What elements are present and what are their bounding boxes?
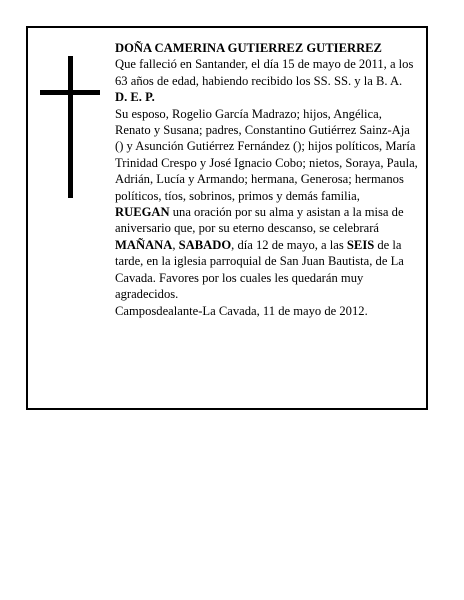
place-date: Camposdealante-La Cavada, 11 de mayo de 2012. bbox=[115, 303, 368, 318]
ruegan-word: RUEGAN bbox=[115, 205, 170, 220]
deceased-name: DOÑA CAMERINA GUTIERREZ GUTIERREZ bbox=[115, 41, 382, 55]
request-comma: , bbox=[172, 237, 179, 252]
obituary-text bbox=[115, 40, 419, 319]
request-text-2: , día 12 de mayo, a las bbox=[231, 237, 347, 252]
cross-vertical-bar bbox=[68, 56, 73, 198]
cross-horizontal-bar bbox=[40, 90, 100, 95]
manana-word: MAÑANA bbox=[115, 237, 173, 252]
cross-icon bbox=[40, 56, 100, 198]
family-list: Su esposo, Rogelio García Madrazo; hijos, Angélica, Renato y Susana; padres, Constantino Gutiérrez Sainz-Aja () y Asunción Gutiérrez Fernández (); hijos políticos, María Trinidad Crespo y José Ignacio Cobo; nietos, Soraya, Paula, Adrián, Lucía y Armando; hermana, Generosa; hermanos políticos, tíos, sobrinos, primos y demás familia, bbox=[115, 106, 418, 203]
sabado-word: SABADO bbox=[178, 237, 232, 252]
dep-line: D. E. P. bbox=[115, 90, 155, 105]
mass-request bbox=[115, 204, 419, 302]
request-text-1: una oración por su alma y asistan a la misa de aniversario que, por su eterno descanso, se celebrará bbox=[115, 205, 404, 236]
request-text-3: de la tarde, en la iglesia parroquial de San Juan Bautista, de La Cavada. Favores por los cuales les quedarán muy agradecidos. bbox=[115, 237, 404, 302]
seis-word: SEIS bbox=[346, 237, 375, 252]
death-details: Que falleció en Santander, el día 15 de mayo de 2011, a los 63 años de edad, habiendo recibido los SS. SS. y la B. A. bbox=[115, 57, 414, 88]
obituary-notice bbox=[26, 26, 428, 410]
